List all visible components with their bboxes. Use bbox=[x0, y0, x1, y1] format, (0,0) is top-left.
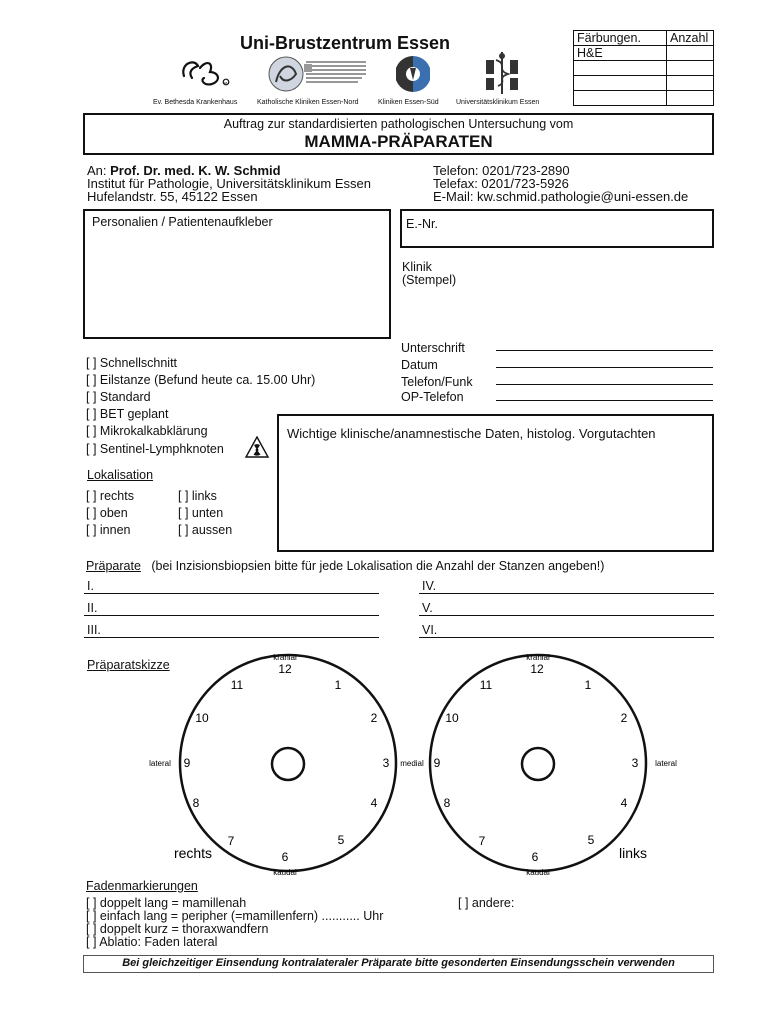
checkbox[interactable]: [ ] bbox=[86, 489, 97, 503]
hour-8: 8 bbox=[443, 796, 451, 810]
partner-uk-essen: Universitätsklinikum Essen bbox=[456, 99, 540, 106]
option-label: Eilstanze (Befund heute ca. 15.00 Uhr) bbox=[99, 373, 316, 387]
option-label: Mikrokalkabklärung bbox=[99, 424, 208, 438]
partner-bethesda: Ev. Bethesda Krankenhaus bbox=[153, 99, 238, 106]
kaudal-label: kaudal bbox=[526, 868, 550, 877]
thread-option-4[interactable] bbox=[86, 936, 217, 949]
checkbox[interactable]: [ ] bbox=[86, 506, 97, 520]
right-side-label: rechts bbox=[173, 845, 213, 861]
hour-4: 4 bbox=[620, 796, 628, 810]
specimen-field-v[interactable] bbox=[419, 615, 714, 616]
option-label: Sentinel-Lymphknoten bbox=[99, 442, 224, 456]
footer-note: Bei gleichzeitiger Einsendung kontralateraler Präparate bitte gesonderten Einsendungsschein verwenden bbox=[122, 957, 675, 969]
lateral-label: lateral bbox=[655, 759, 677, 768]
op-phone-field[interactable] bbox=[496, 400, 713, 401]
option-label: Schnellschnitt bbox=[99, 356, 178, 370]
clock-circle-left[interactable] bbox=[430, 655, 646, 871]
thread-option-other[interactable] bbox=[458, 897, 514, 910]
count-cell[interactable] bbox=[667, 61, 714, 76]
clinical-data-box[interactable] bbox=[277, 414, 714, 552]
patient-box-label: Personalien / Patientenaufkleber bbox=[92, 215, 273, 229]
kranial-label: kranial bbox=[273, 653, 297, 662]
hour-6: 6 bbox=[281, 850, 289, 864]
bethesda-logo bbox=[178, 50, 234, 90]
specimen-field-iv[interactable] bbox=[419, 593, 714, 594]
specimen-label-i: I. bbox=[87, 579, 94, 593]
specimen-label-v: V. bbox=[422, 601, 433, 615]
specimen-label-ii: II. bbox=[87, 601, 98, 615]
checkbox[interactable]: [ ] bbox=[86, 922, 97, 936]
option-sentinel[interactable] bbox=[86, 442, 224, 456]
hour-3: 3 bbox=[631, 756, 639, 770]
recipient-institute: Institut für Pathologie, Universitätsklinikum Essen bbox=[87, 176, 371, 191]
loc-aussen[interactable] bbox=[178, 523, 232, 537]
specimen-label-vi: VI. bbox=[422, 623, 438, 637]
partner-kkn: Katholische Kliniken Essen-Nord bbox=[257, 99, 359, 106]
kkn-logo bbox=[266, 54, 370, 94]
option-label: links bbox=[191, 489, 217, 503]
loc-innen[interactable] bbox=[86, 523, 131, 537]
loc-unten[interactable] bbox=[178, 506, 223, 520]
hour-6: 6 bbox=[531, 850, 539, 864]
order-subtitle: Auftrag zur standardisierten pathologischen Untersuchung vom bbox=[223, 117, 574, 131]
recipient-phone: Telefon: 0201/723-2890 bbox=[433, 163, 570, 178]
checkbox[interactable]: [ ] bbox=[86, 896, 97, 910]
option-eilstanze[interactable] bbox=[86, 373, 315, 387]
option-label: innen bbox=[99, 523, 131, 537]
checkbox[interactable]: [ ] bbox=[86, 407, 97, 421]
order-title-box bbox=[83, 113, 714, 155]
kes-logo bbox=[396, 54, 430, 94]
klinik-stamp-label: (Stempel) bbox=[402, 273, 457, 287]
nipple-circle-left bbox=[522, 748, 554, 780]
hour-10: 10 bbox=[445, 711, 459, 725]
option-mikrokalk[interactable] bbox=[86, 424, 208, 438]
option-label: einfach lang = peripher (=mamillenfern) ........... Uhr bbox=[99, 909, 384, 923]
option-standard[interactable] bbox=[86, 390, 151, 404]
option-label: Ablatio: Faden lateral bbox=[99, 935, 218, 949]
recipient-name: Prof. Dr. med. K. W. Schmid bbox=[110, 163, 281, 178]
hour-11: 11 bbox=[479, 678, 493, 692]
hour-7: 7 bbox=[227, 834, 235, 848]
option-label: andere: bbox=[471, 896, 515, 910]
recipient-address: Hufelandstr. 55, 45122 Essen bbox=[87, 189, 258, 204]
sketch-heading: Präparatskizze bbox=[87, 658, 170, 672]
nipple-circle-right bbox=[272, 748, 304, 780]
hour-1: 1 bbox=[334, 678, 342, 692]
loc-rechts[interactable] bbox=[86, 489, 134, 503]
lateral-label: lateral bbox=[149, 759, 171, 768]
checkbox[interactable]: [ ] bbox=[86, 909, 97, 923]
hour-4: 4 bbox=[370, 796, 378, 810]
threads-heading: Fadenmarkierungen bbox=[86, 879, 198, 893]
staining-cell[interactable] bbox=[574, 91, 667, 106]
staining-header: Färbungen. bbox=[574, 31, 667, 46]
checkbox[interactable]: [ ] bbox=[86, 442, 97, 456]
uk-essen-logo bbox=[482, 50, 522, 96]
bethesda-logo-text: EB bbox=[224, 82, 228, 85]
specimen-label-iv: IV. bbox=[422, 579, 437, 593]
phone-field[interactable] bbox=[496, 384, 713, 385]
patient-label-box[interactable] bbox=[83, 209, 391, 339]
hour-9: 9 bbox=[183, 756, 191, 770]
staining-table bbox=[573, 30, 714, 106]
count-cell[interactable] bbox=[667, 91, 714, 106]
option-label: oben bbox=[99, 506, 128, 520]
hour-1: 1 bbox=[584, 678, 592, 692]
footer-note-box bbox=[83, 955, 714, 973]
recipient-prefix: An: bbox=[87, 163, 111, 178]
checkbox[interactable]: [ ] bbox=[86, 373, 97, 387]
klinik-label: Klinik bbox=[402, 260, 432, 274]
checkbox[interactable]: [ ] bbox=[86, 935, 97, 949]
hour-7: 7 bbox=[478, 834, 486, 848]
option-label: doppelt kurz = thoraxwandfern bbox=[99, 922, 269, 936]
hour-12: 12 bbox=[530, 662, 544, 676]
hour-5: 5 bbox=[337, 833, 345, 847]
loc-oben[interactable] bbox=[86, 506, 128, 520]
staining-cell[interactable] bbox=[574, 61, 667, 76]
loc-links[interactable] bbox=[178, 489, 217, 503]
signature-field[interactable] bbox=[496, 350, 713, 351]
checkbox[interactable]: [ ] bbox=[86, 356, 97, 370]
staining-cell[interactable] bbox=[574, 76, 667, 91]
localisation-heading: Lokalisation bbox=[87, 468, 154, 482]
praeparate-note: (bei Inzisionsbiopsien bitte für jede Lokalisation die Anzahl der Stanzen angeben!) bbox=[151, 559, 605, 573]
praeparate-heading: Präparate bbox=[86, 559, 141, 573]
hour-2: 2 bbox=[370, 711, 378, 725]
option-label: rechts bbox=[99, 489, 134, 503]
hour-2: 2 bbox=[620, 711, 628, 725]
praeparate-heading-line bbox=[86, 559, 604, 573]
option-label: BET geplant bbox=[99, 407, 169, 421]
enr-label: E.-Nr. bbox=[406, 217, 438, 231]
order-title: MAMMA-PRÄPARATEN bbox=[304, 132, 493, 151]
partner-kes: Kliniken Essen-Süd bbox=[378, 99, 439, 106]
clock-circle-right[interactable] bbox=[180, 655, 396, 871]
hour-9: 9 bbox=[433, 756, 441, 770]
hour-5: 5 bbox=[587, 833, 595, 847]
count-cell[interactable] bbox=[667, 46, 714, 61]
specimen-field-ii[interactable] bbox=[84, 615, 379, 616]
kaudal-label: kaudal bbox=[273, 868, 297, 877]
hour-8: 8 bbox=[192, 796, 200, 810]
radiation-warning-icon bbox=[245, 436, 269, 458]
phone-label: Telefon/Funk bbox=[401, 375, 473, 389]
option-schnellschnitt[interactable] bbox=[86, 356, 177, 370]
count-header: Anzahl bbox=[667, 31, 714, 46]
page-title: Uni-Brustzentrum Essen bbox=[240, 33, 451, 53]
option-label: unten bbox=[191, 506, 224, 520]
specimen-field-i[interactable] bbox=[84, 593, 379, 594]
recipient-email: E-Mail: kw.schmid.pathologie@uni-essen.de bbox=[433, 189, 689, 204]
checkbox[interactable]: [ ] bbox=[178, 523, 189, 537]
checkbox[interactable]: [ ] bbox=[86, 424, 97, 438]
signature-label: Unterschrift bbox=[401, 341, 465, 355]
date-field[interactable] bbox=[496, 367, 713, 368]
staining-cell[interactable]: H&E bbox=[574, 46, 667, 61]
option-label: aussen bbox=[191, 523, 233, 537]
date-label: Datum bbox=[401, 358, 438, 372]
checkbox[interactable]: [ ] bbox=[178, 489, 189, 503]
left-side-label: links bbox=[618, 845, 648, 861]
enr-box[interactable] bbox=[400, 209, 714, 248]
checkbox[interactable]: [ ] bbox=[458, 896, 469, 910]
option-label: Standard bbox=[99, 390, 151, 404]
specimen-field-vi[interactable] bbox=[419, 637, 714, 638]
option-bet[interactable] bbox=[86, 407, 168, 421]
option-label: doppelt lang = mamillenah bbox=[99, 896, 247, 910]
specimen-field-iii[interactable] bbox=[84, 637, 379, 638]
hour-12: 12 bbox=[278, 662, 292, 676]
checkbox[interactable]: [ ] bbox=[178, 506, 189, 520]
checkbox[interactable]: [ ] bbox=[86, 523, 97, 537]
medial-label: medial bbox=[400, 759, 424, 768]
sketch-diagram[interactable] bbox=[0, 640, 770, 885]
recipient-fax: Telefax: 0201/723-5926 bbox=[433, 176, 569, 191]
kranial-label: kranial bbox=[526, 653, 550, 662]
clinical-box-label: Wichtige klinische/anamnestische Daten, histolog. Vorgutachten bbox=[287, 426, 656, 441]
hour-11: 11 bbox=[230, 678, 244, 692]
hour-3: 3 bbox=[382, 756, 390, 770]
count-cell[interactable] bbox=[667, 76, 714, 91]
specimen-label-iii: III. bbox=[87, 623, 101, 637]
op-phone-label: OP-Telefon bbox=[401, 390, 464, 404]
hour-10: 10 bbox=[195, 711, 209, 725]
checkbox[interactable]: [ ] bbox=[86, 390, 97, 404]
